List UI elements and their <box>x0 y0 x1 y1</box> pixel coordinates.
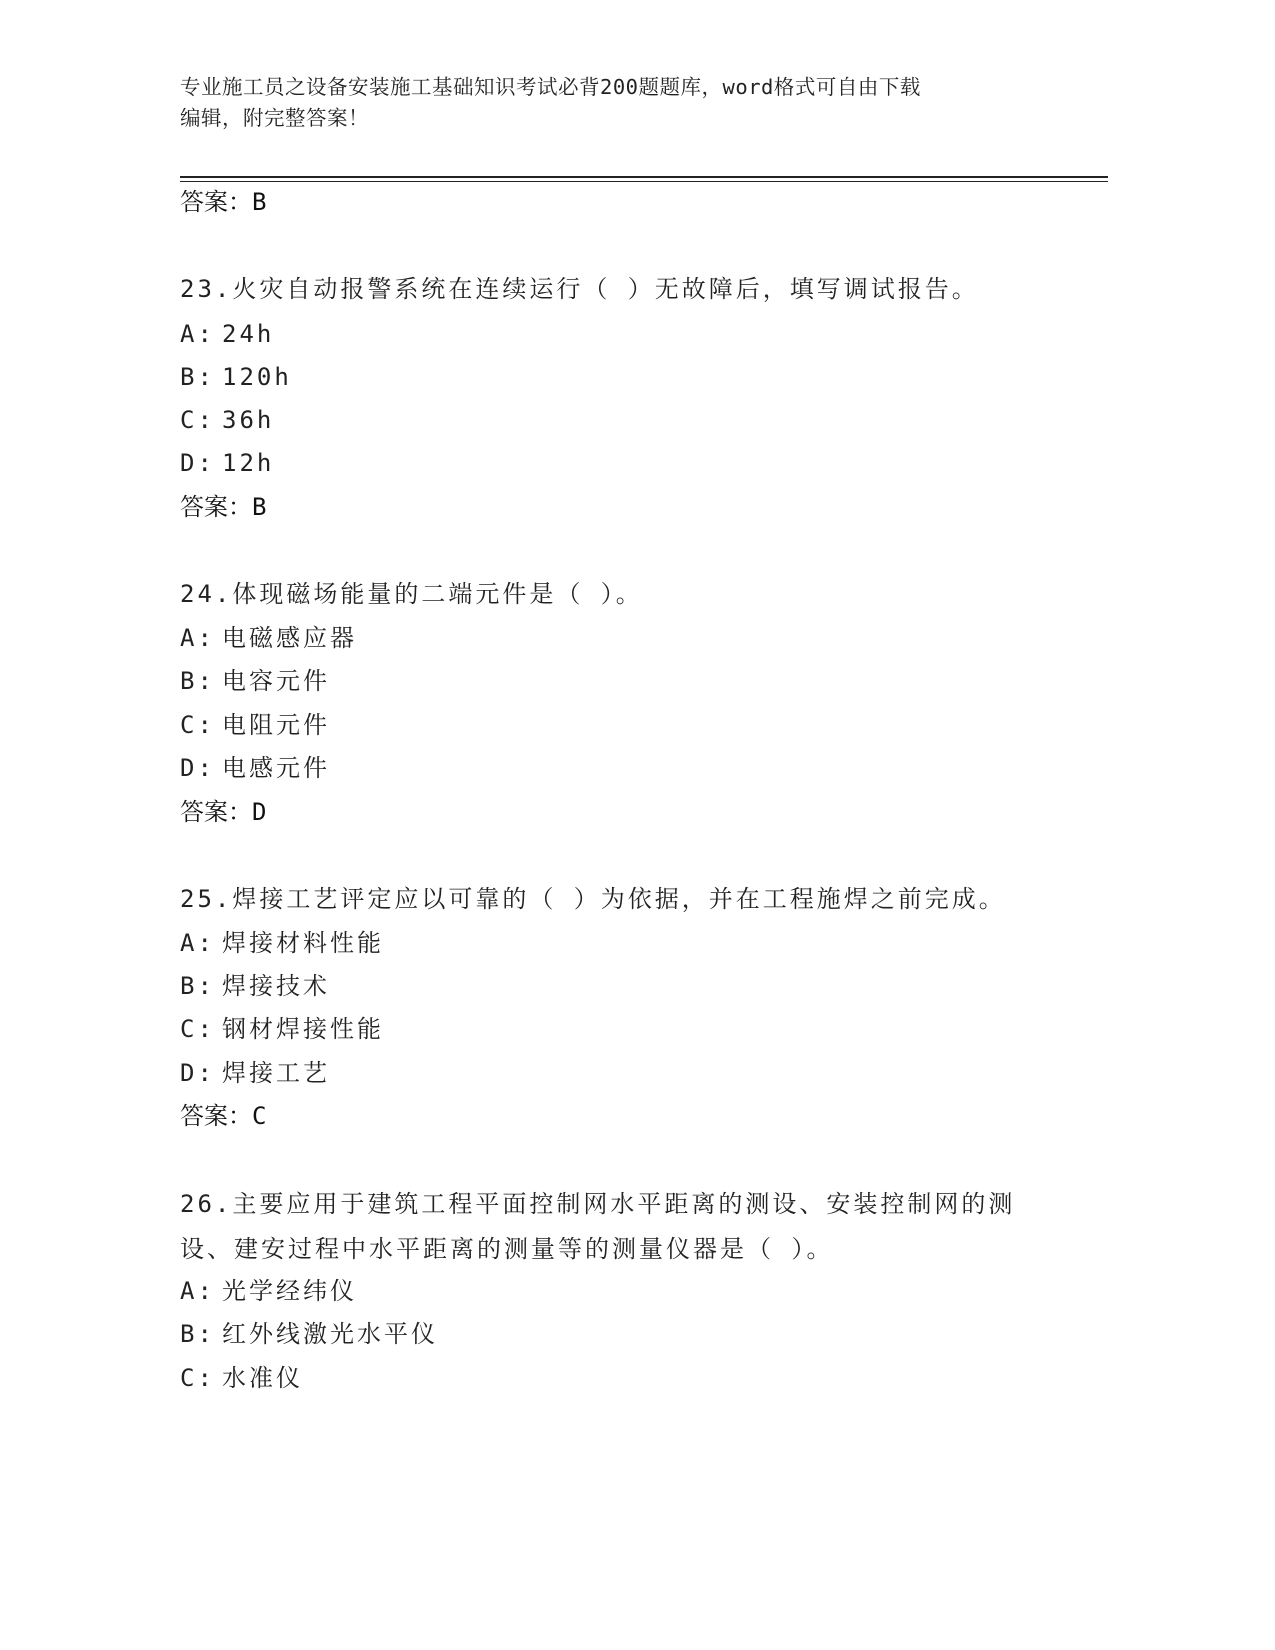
option-a: A: 光学经纬仪 <box>180 1277 357 1305</box>
option-d: D: 12h <box>180 449 275 477</box>
option-b: B: 红外线激光水平仪 <box>180 1320 438 1348</box>
question-stem: 24.体现磁场能量的二端元件是（ ）。 <box>180 580 643 608</box>
option-c: C: 电阻元件 <box>180 711 330 739</box>
question-stem: 25.焊接工艺评定应以可靠的（ ）为依据，并在工程施焊之前完成。 <box>180 885 1006 913</box>
option-a: A: 焊接材料性能 <box>180 929 384 957</box>
header-divider-thin <box>180 181 1108 182</box>
answer-line: 答案：C <box>180 1102 267 1130</box>
option-b: B: 电容元件 <box>180 667 330 695</box>
answer-line: 答案：D <box>180 798 267 826</box>
option-b: B: 焊接技术 <box>180 972 330 1000</box>
option-b: B: 120h <box>180 363 292 391</box>
answer-line: 答案：B <box>180 188 267 216</box>
option-d: D: 电感元件 <box>180 754 330 782</box>
document-header <box>180 72 1040 134</box>
option-c: C: 36h <box>180 406 275 434</box>
option-a: A: 电磁感应器 <box>180 624 357 652</box>
question-stem: 26.主要应用于建筑工程平面控制网水平距离的测设、安装控制网的测设、建安过程中水平距离的测量等的测量仪器是（ ）。 <box>180 1190 1016 1263</box>
answer-line: 答案：B <box>180 493 267 521</box>
option-a: A: 24h <box>180 320 275 348</box>
header-line-1: 专业施工员之设备安装施工基础知识考试必背200题题库，word格式可自由下载 <box>180 75 921 99</box>
option-c: C: 钢材焊接性能 <box>180 1015 384 1043</box>
header-line-2: 编辑，附完整答案！ <box>180 106 369 130</box>
option-d: D: 焊接工艺 <box>180 1059 330 1087</box>
question-stem: 23.火灾自动报警系统在连续运行（ ）无故障后，填写调试报告。 <box>180 275 979 303</box>
option-c: C: 水准仪 <box>180 1364 303 1392</box>
header-divider-thick <box>180 176 1108 178</box>
